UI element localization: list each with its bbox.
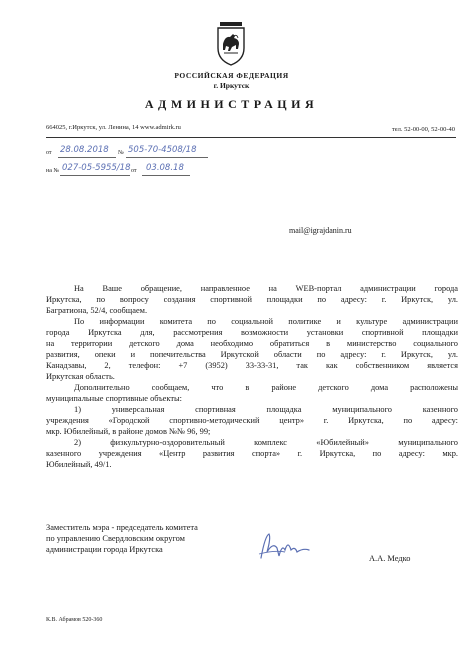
ref-date-label: от (131, 168, 137, 174)
ref-number-underline (60, 175, 130, 176)
date-underline (58, 157, 116, 158)
letterhead-address: 664025, г.Иркутск, ул. Ленина, 14 www.admirk.ru (46, 124, 181, 131)
organization-name: АДМИНИСТРАЦИЯ (144, 97, 319, 111)
body-line: развития, опеки и попечительства Иркутской области по адресу: г. Иркутск, ул. (46, 350, 458, 359)
body-line: учреждения «Городской спортивно-методический центр» г. Иркутска, по адресу: (46, 416, 458, 425)
body-line: Канадзавы, 2, телефон: +7 (3952) 33-33-31, так как собственником является (46, 361, 458, 370)
signatory-title-line: по управлению Свердловским округом (46, 534, 185, 543)
signatory-title-line: Заместитель мэра - председатель комитета (46, 523, 198, 532)
executor-contact: К.В. Абрамов 520-360 (46, 617, 103, 623)
irkutsk-coat-of-arms-icon (216, 22, 246, 66)
signatory-title-line: администрации города Иркутска (46, 545, 163, 554)
body-line: казенного учреждения «Центр развития спорта» г. Иркутска, по адресу: мкр. (46, 449, 458, 458)
body-line: 2) физкультурно-оздоровительный комплекс «Юбилейный» муниципального (74, 438, 458, 447)
body-line: 1) универсальная спортивная площадка муниципального казенного (74, 405, 458, 414)
body-line: Иркутская область. (46, 372, 115, 381)
body-line: Багратиона, 52/4, сообщаем. (46, 306, 148, 315)
number-underline (126, 157, 208, 158)
body-line: мкр. Юбилейный, в районе домов №№ 96, 99; (46, 427, 211, 436)
ref-number: 027-05-5955/18 (62, 163, 131, 173)
letter-body (46, 283, 458, 470)
body-line: города Иркутска для, рассмотрения возможности установки спортивной площадки (46, 328, 458, 337)
city-name: г. Иркутск (213, 81, 250, 90)
date-label: от (46, 150, 52, 156)
body-line: муниципальные спортивные объекты: (46, 394, 182, 403)
body-line: На Ваше обращение, направленное на WEB-портал администрации города (74, 284, 458, 293)
body-line: По информации комитета по социальной политике и культуре администрации (74, 317, 458, 326)
number-label: № (118, 150, 124, 156)
letterhead-phone: тел. 52-00-00, 52-00-40 (391, 126, 455, 133)
signatory-title (46, 522, 198, 555)
ref-date: 03.08.18 (146, 163, 184, 173)
ref-label: на № (46, 168, 60, 174)
ref-date-underline (142, 175, 190, 176)
handwritten-signature (255, 528, 313, 564)
body-line: Иркутска, по вопросу создания спортивной площадки по адресу: г. Иркутск, ул. (46, 295, 458, 304)
recipient-email: mail@igrajdanin.ru (289, 226, 352, 235)
body-line: Юбилейный, 49/1. (46, 460, 112, 469)
body-line: Дополнительно сообщаем, что в районе детского дома расположены (74, 383, 458, 392)
signatory-name: А.А. Медко (369, 554, 411, 563)
letterhead-divider (46, 137, 456, 138)
registration-number: 505-70-4508/18 (128, 145, 197, 155)
country-name: РОССИЙСКАЯ ФЕДЕРАЦИЯ (174, 71, 289, 80)
body-line: на территории детского дома необходимо обратиться в министерство социального (46, 339, 458, 348)
registration-date: 28.08.2018 (60, 145, 109, 155)
